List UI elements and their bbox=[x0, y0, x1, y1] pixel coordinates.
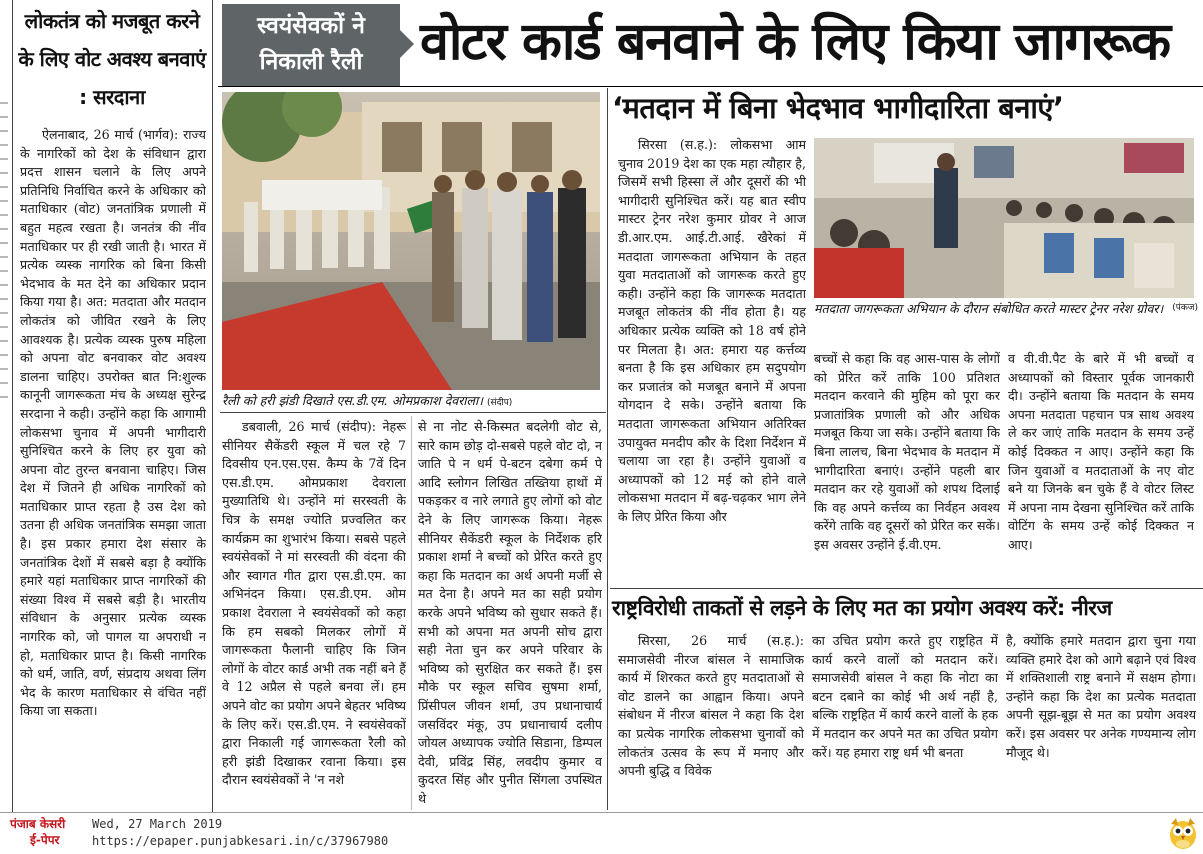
center-article-col1 bbox=[222, 418, 406, 810]
right-headline: ‘मतदान में बिना भेदभाव भागीदारिता बनाएं’ bbox=[612, 91, 1064, 125]
column-rule bbox=[411, 416, 412, 810]
footer-url[interactable]: https://epaper.punjabkesari.in/c/37967980 bbox=[92, 834, 389, 848]
rally-tag-box: स्वयंसेवकों ने निकाली रैली bbox=[222, 4, 400, 86]
right-article-intro bbox=[618, 136, 806, 584]
bottom-col1-text: सिरसा, 26 मार्च (स.ह.): समाजसेवी नीरज बांसल ने सामाजिक कार्य में शिरकत करते हुए मतदाताओं से वोट डालने का आह्वान किया। अपने संबोधन में नीरज बांसल ने कहा कि देश का प्रत्येक नागरिक लोकसभा चुनावों को लोकतंत्र उत्सव के रूप में मनाए और अपनी बुद्धि व विवेक bbox=[618, 633, 804, 779]
bottom-headline: राष्ट्रविरोधी ताकतों से लड़ने के लिए मत का प्रयोग अवश्य करें: नीरज bbox=[612, 596, 1112, 620]
training-photo bbox=[814, 138, 1194, 298]
bottom-col3-text: है, क्योंकि हमारे मतदान द्वारा चुना गया व्यक्ति हमारे देश को आगे बढ़ाने एवं विश्व में शक्तिशाली राष्ट्र बनाने में सक्षम होगा। उन्होंने कहा कि देश का प्रत्येक मतदाता अपनी सूझ-बूझ से मत का प्रयोग अवश्य करें। इस अवसर पर अनेक गण्यमान्य लोग मौजूद थे। bbox=[1006, 633, 1196, 760]
training-photo-image bbox=[814, 138, 1194, 298]
right-article-col3 bbox=[1008, 350, 1194, 582]
center-col1-text: डबवाली, 26 मार्च (संदीप): नेहरू सीनियर सैकेंडरी स्कूल में चल रहे 7 दिवसीय एन.एस.एस. कैम्प के 7वें दिन एस.डी.एम. ओमप्रकाश देवराला मुख्यातिथि थे। उन्होंने मां सरस्वती के चित्र के समक्ष ज्योति प्रज्वलित कर कार्यक्रम का शुभारंभ किया। सबसे पहले स्वयंसेवकों ने मां सरस्वती की वंदना की और स्वागत गीत द्वारा एस.डी.एम. का अभिनंदन किया। एस.डी.एम. ओम प्रकाश देवराला ने स्वयंसेवकों को कहा कि हम सबको मिलकर लोगों में जागरूकता फैलानी चाहिए कि जिन लोगों के वोटर कार्ड अभी तक नहीं बने हैं वे 12 अप्रैल से पहले बनवा लें। हम अपने वोट का प्रयोग अपने बेहतर भविष्य के लिए करें। एस.डी.एम. ने स्वयंसेवकों द्वारा निकाली गई जागरूकता रैली को हरी झंडी दिखाकर रवाना किया। इस दौरान स्वयंसेवकों ने 'न नशे bbox=[222, 419, 406, 788]
center-article-col2 bbox=[418, 418, 602, 810]
right-article-col2 bbox=[814, 350, 1000, 582]
right-intro-text: सिरसा (स.ह.): लोकसभा आम चुनाव 2019 देश का एक महा त्यौहार है, जिसमें सभी हिस्सा लें और दूसरों की भी भागीदारी सुनिश्चित करें। यह बात स्वीप मास्टर ट्रेनर नरेश कुमार ग्रोवर ने आज डी.आर.एम. आई.टी.आई. खैरेकां में मतदाता जागरूकता अभियान के तहत युवा मतदाताओं को जागरूक करते हुए कही। उन्होंने कहा कि जागरूक मतदाता मजबूत लोकतंत्र की नींव होता है। यह अधिकार प्रत्येक व्यक्ति को 18 वर्ष होने पर मिलता है। अत: हमारा यह कर्त्तव्य बनता है कि इस अधिकार हम सदुपयोग कर प्रजातंत्र को मजबूत बनाने में अपना योगदान दे सके। उन्होंने बताया कि मतदाता जागरूकता अभियान अतिरिक्त उपायुक्त मनदीप कौर के दिशा निर्देशन में चलाया जा रहा है। उन्होंने युवाओं व अध्यापकों को 12 मई को होने वाले लोकसभा मतदान में बढ़-चढ़कर भाग लेने के लिए प्रेरित किया और bbox=[618, 137, 806, 524]
right-col2-text: बच्चों से कहा कि वह आस-पास के लोगों को प्रेरित करें ताकि 100 प्रतिशत मतदान करवाने की मुहिम को पूरा कर प्रजातांत्रिक प्रणाली को और अधिक मजबूत किया जा सके। उन्होंने बताया कि बिना लालच, बिना भेदभाव के मतदान में भागीदारिता बनाएं। उन्होंने पहली बार मतदान कर रहे युवाओं को शपथ दिलाई कि वह अपने कर्त्तव्य का निर्वहन अवश्य करेंगे ताकि वह दूसरों को प्रेरित कर सकें। इस अवसर उन्होंने ई.वी.एम. bbox=[814, 351, 1000, 552]
rally-photo bbox=[222, 92, 600, 390]
column-rule bbox=[12, 0, 13, 812]
training-caption-text: मतदाता जागरूकता अभियान के दौरान संबोधित करते मास्टर ट्रेनर नरेश ग्रोवर। bbox=[814, 301, 1164, 316]
right-col3-text: व वी.वी.पैट के बारे में भी बच्चों व अध्यापकों को विस्तार पूर्वक जानकारी दी। उन्होंने बताया कि मतदान के समय अपना मतदाता पहचान पत्र साथ अवश्य ले कर जाएं ताकि मतदान के समय उन्हें कोई दिक्कत न आए। उन्होंने कहा कि जिन युवाओं व मतदाताओं के नए वोट बने या जिनके बन चुके हैं वे वोटर लिस्ट में अपना नाम देखना सुनिश्चित करें ताकि वोटिंग के समय उन्हें कोई दिक्कत न आए। bbox=[1008, 351, 1194, 552]
rally-photo-credit: (संदीप) bbox=[486, 398, 513, 408]
punjab-kesari-logo bbox=[10, 816, 65, 848]
owl-mascot-icon bbox=[1168, 816, 1198, 850]
clipped-edge-column bbox=[0, 90, 8, 410]
bottom-article-col1 bbox=[618, 632, 804, 808]
footer-meta bbox=[92, 816, 388, 850]
left-headline: लोकतंत्र को मजबूत करने के लिए वोट अवश्य बनवाएं : सरदाना bbox=[18, 9, 206, 109]
bottom-article-col3 bbox=[1006, 632, 1196, 808]
main-headline: वोटर कार्ड बनवाने के लिए किया जागरूक bbox=[420, 12, 1170, 72]
bottom-col2-text: का उचित प्रयोग करते हुए राष्ट्रहित में कार्य करने वालों को मतदान करें। समाजसेवी बांसल ने कहा कि नोटा का बटन दबाने का कोई भी अर्थ नहीं है, बल्कि राष्ट्रहित में कार्य करने वालों के हक में मतदान कर अपने मत का उचित प्रयोग करें। यह हमारा राष्ट्र धर्म भी बनता bbox=[812, 633, 998, 760]
training-photo-credit: (पंकज) bbox=[1172, 303, 1198, 313]
footer-date: Wed, 27 March 2019 bbox=[92, 817, 223, 831]
logo-line2: ई-पेपर bbox=[30, 833, 60, 847]
training-photo-caption bbox=[814, 300, 1198, 317]
center-col2-text: से ना नोट से-किस्मत बदलेगी वोट से, सारे काम छोड़ दो-सबसे पहले वोट दो, न जाति पे न धर्म पे-बटन दबेगा कर्म पे आदि स्लोगन लिखित तख्तिया हाथों में पकड़कर व नारे लगाते हुए लोगों को वोट देने के लिए जागरूक किया। नेहरू सीनियर सैकेंडरी स्कूल के निर्देशक हरि प्रकाश शर्मा ने बच्चों को प्रेरित करते हुए कहा कि मतदान का अर्थ अपनी मर्जी से मत देना है। अपने मत का सही प्रयोग करके अपने भविष्य को सुधार सकते हैं। सभी को अपना मत अपनी सोच द्वारा सही नेता चुन कर अपने परिवार के भविष्य को सुरक्षित कर सकते हैं। इस मौके पर स्कूल सचिव सुषमा शर्मा, प्रिंसीपल जीवन शर्मा, उप प्रधानाचार्य जसविंदर मंकू, उप प्रधानाचार्य दलीप जोयल अध्यापक ज्योति सिडाना, डिम्पल देवी, प्रविंद्र सिंह, लवदीप कुमार व कुदरत सिंह और पुनीत सिंगला उपस्थित थे bbox=[418, 419, 602, 806]
column-rule bbox=[212, 0, 213, 812]
rally-photo-image bbox=[222, 92, 600, 390]
tag-arrow-icon bbox=[400, 30, 414, 58]
left-article-body bbox=[20, 126, 206, 810]
column-rule bbox=[607, 88, 608, 810]
section-rule bbox=[610, 588, 1203, 589]
rally-caption-text: रैली को हरी झंडी दिखाते एस.डी.एम. ओमप्रकाश देवराला। bbox=[222, 393, 483, 408]
bottom-article-col2 bbox=[812, 632, 998, 808]
caption-rule bbox=[220, 412, 606, 413]
footer-rule bbox=[0, 812, 1203, 813]
logo-line1: पंजाब केसरी bbox=[10, 817, 66, 831]
rally-photo-caption bbox=[222, 392, 602, 412]
left-article-text: ऐलनाबाद, 26 मार्च (भार्गव): राज्य के नागरिकों को देश के संविधान द्वारा प्रदत्त शासन चलाने के लिए अपने प्रतिनिधि निर्वाचित करने के अधिकार को मताधिकार (वोट) जनतांत्रिक प्रणाली में बहुत महत्व रखता है। जनतंत्र की नींव मताधिकार पर ही रखी जाती है। भारत में प्रत्येक व्यस्क नागरिक को बिना किसी भेदभाव के मत देने का अधिकार प्रदान किया गया है। अत: मतदाता और मतदान लोकतंत्र को जीवित रखने के लिए आवश्यक है। प्रत्येक व्यस्क पुरुष महिला को अपना वोट बनवाकर वोट अवश्य डालना चाहिए। उपरोक्त बात नि:शुल्क कानूनी जागरूकता मंच के अध्यक्ष सुरेन्द्र सरदाना ने कही। उन्होंने कहा कि आगामी लोकसभा चुनाव में अपनी भागीदारी सुनिश्चित करने के लिए हर युवा को अपना वोट तुरन्त बनवाना चाहिए। जिस देश में जितने ही अधिक नागरिकों को मताधिकार प्राप्त रहता है उस देश को उतना ही अधिक जनतांत्रिक समझा जाता है। इस प्रकार हमारा देश संसार के जनतांत्रिक देशों में सबसे बड़ा है क्योंकि हमारे यहां मताधिकार प्राप्त नागरिकों की संख्या विश्व में सबसे बड़ी है। भारतीय संविधान के अनुसार प्रत्येक व्यस्क नागरिक को, जो पागल या अपराधी न हो, मताधिकार प्राप्त है। किसी नागरिक को धर्म, जाति, वर्ण, संप्रदाय अथवा लिंग भेद के कारण मताधिकार से वंचित नहीं किया जा सकता। bbox=[20, 127, 206, 719]
